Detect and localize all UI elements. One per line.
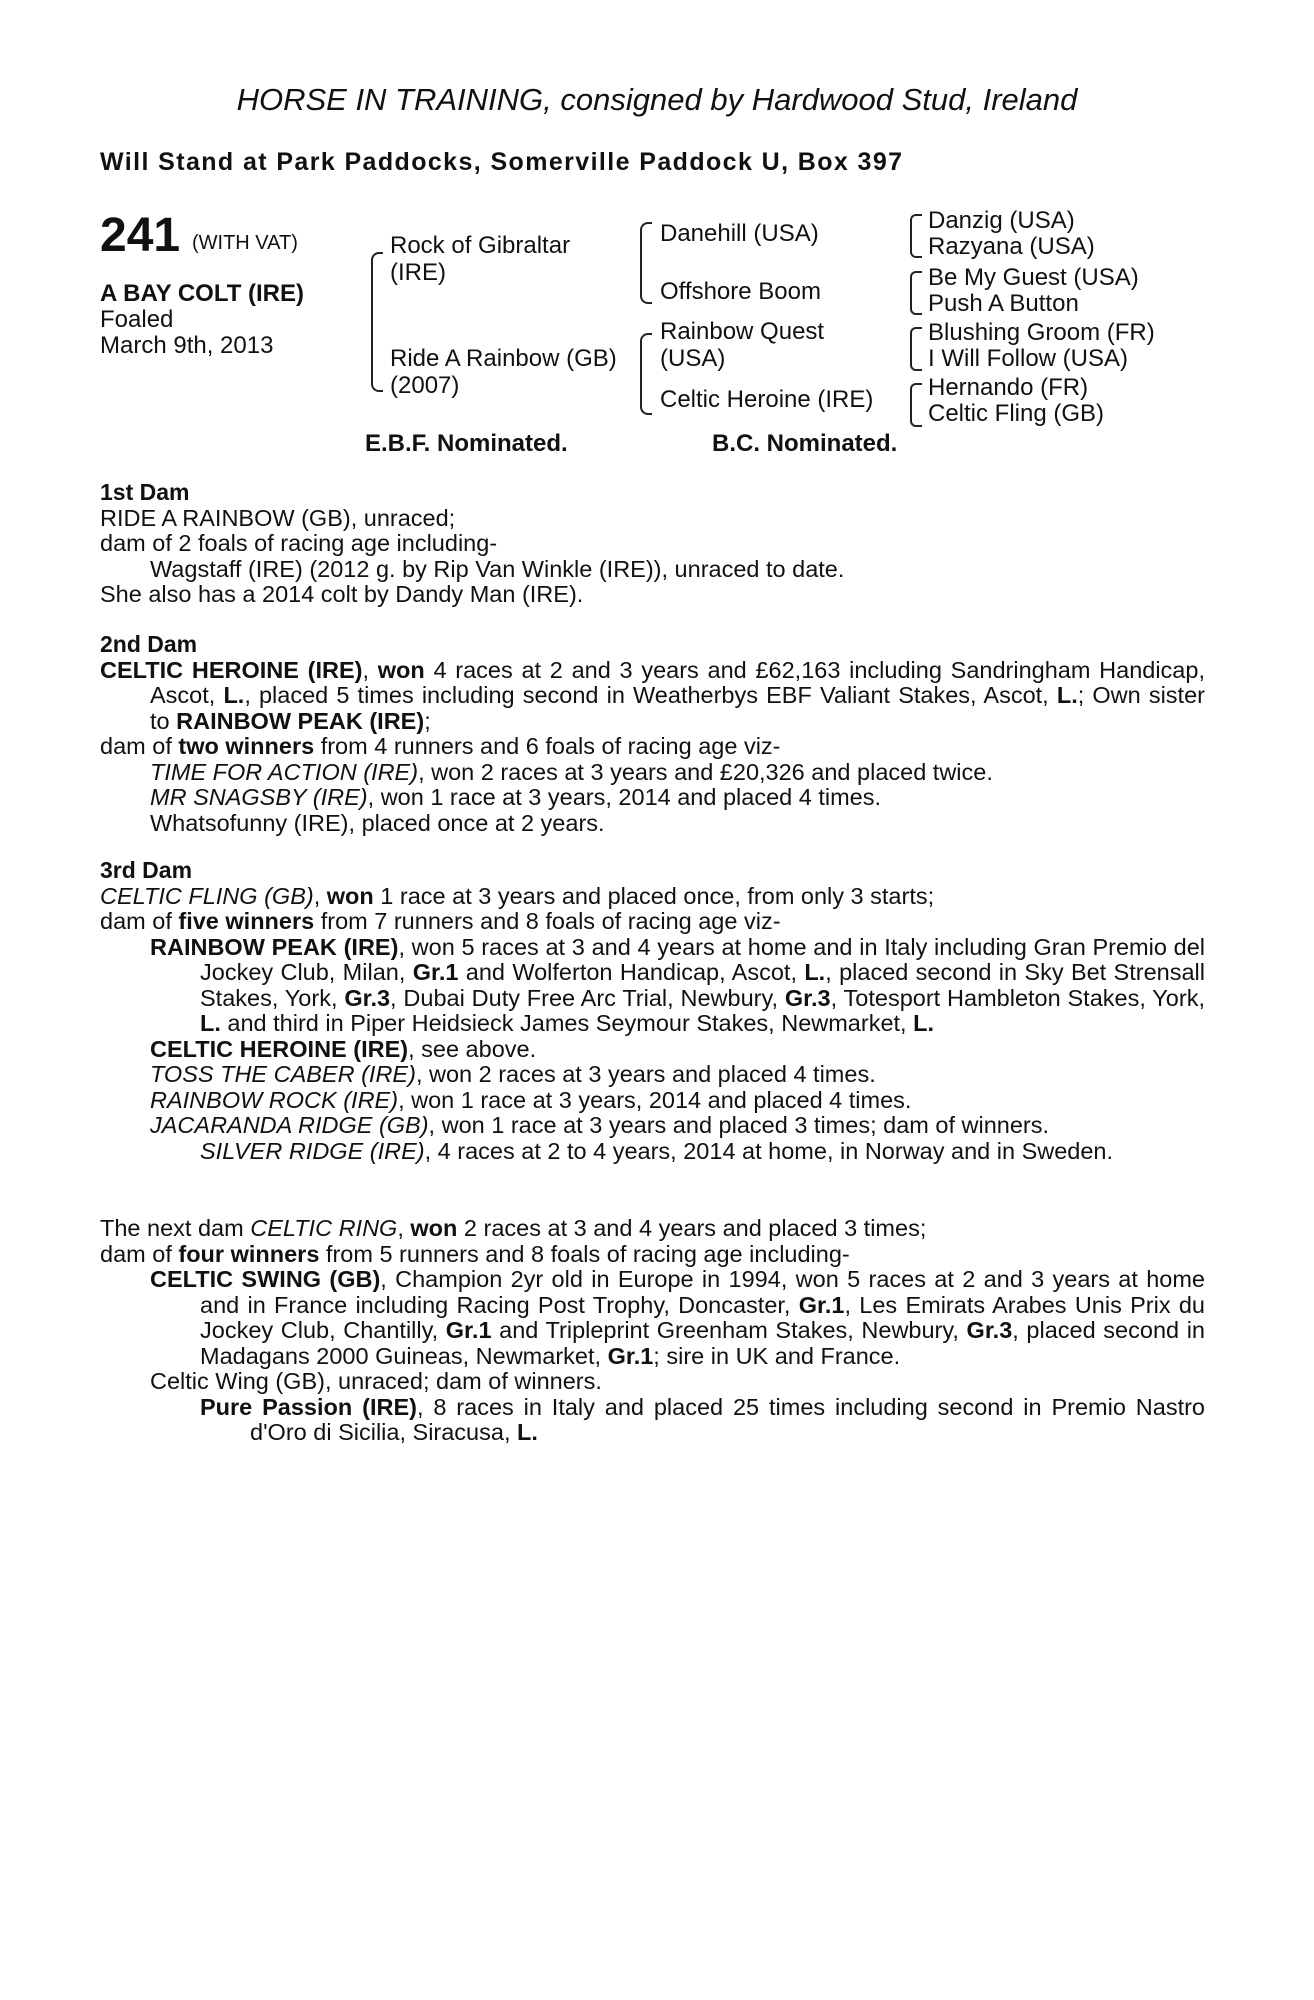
pedigree-brace: [910, 383, 922, 427]
second-dam-section: [100, 632, 1205, 836]
third-dam-offspring: RAINBOW ROCK (IRE), won 1 race at 3 years, 2014 and placed 4 times.: [150, 1086, 912, 1113]
first-dam-offspring: Wagstaff (IRE) (2012 g. by Rip Van Winkle (IRE)), unraced to date.: [150, 555, 845, 582]
pedigree-g3-2: Razyana (USA): [928, 233, 1095, 260]
pedigree-sire-dam: Offshore Boom: [660, 278, 821, 305]
catalogue-title: HORSE IN TRAINING, consigned by Hardwood Stud, Ireland: [236, 82, 1078, 117]
lot-number: 241: [100, 209, 181, 262]
second-dam-offspring: MR SNAGSBY (IRE), won 1 race at 3 years, 2014 and placed 4 times.: [150, 784, 882, 810]
pedigree-g3-8: Celtic Fling (GB): [928, 400, 1105, 427]
third-dam-offspring: JACARANDA RIDGE (GB), won 1 race at 3 years and placed 3 times; dam of winners.: [150, 1112, 1050, 1138]
second-dam-offspring: TIME FOR ACTION (IRE), won 2 races at 3 years and £20,326 and placed twice.: [150, 758, 993, 785]
ebf-nomination: E.B.F. Nominated.: [365, 430, 568, 457]
third-dam-section: [100, 858, 1205, 1164]
first-dam-line: She also has a 2014 colt by Dandy Man (IRE).: [100, 581, 584, 607]
next-dam-offspring: Celtic Wing (GB), unraced; dam of winners.: [150, 1368, 602, 1394]
pedigree-sire-sire: Danehill (USA): [660, 220, 819, 247]
pedigree-dam-dam: Celtic Heroine (IRE): [660, 386, 874, 413]
next-dam-produce: dam of four winners from 5 runners and 8 foals of racing age including-: [100, 1240, 850, 1267]
pedigree-g3-3: Be My Guest (USA): [928, 264, 1139, 291]
bc-nomination: B.C. Nominated.: [712, 430, 898, 457]
stand-location: Will Stand at Park Paddocks, Somerville Paddock U, Box 397: [100, 148, 904, 176]
pedigree-g3-7: Hernando (FR): [928, 374, 1089, 401]
pedigree-brace: [910, 214, 922, 258]
third-dam-grand-offspring: SILVER RIDGE (IRE), 4 races at 2 to 4 years, 2014 at home, in Norway and in Sweden.: [200, 1137, 1114, 1164]
first-dam-line: RIDE A RAINBOW (GB), unraced;: [100, 504, 456, 531]
pedigree-dam: Ride A Rainbow (GB) (2007): [390, 345, 617, 399]
pedigree-brace: [910, 271, 922, 315]
third-dam-produce: dam of five winners from 7 runners and 8 foals of racing age viz-: [100, 908, 781, 934]
first-dam-section: [100, 480, 1205, 608]
second-dam-offspring: Whatsofunny (IRE), placed once at 2 years.: [150, 809, 605, 836]
third-dam-offspring: TOSS THE CABER (IRE), won 2 races at 3 years and placed 4 times.: [150, 1061, 876, 1087]
third-dam-offspring: RAINBOW PEAK (IRE), won 5 races at 3 and 4 years at home and in Italy including Gran Premio del Jockey Club, Milan, Gr.1 and Wolferton Handicap, Ascot, L., placed second in Sky Bet Strensall Stakes, York, Gr.3, Dubai Duty Free Arc Trial, Newbury, Gr.3, Totesport Hambleton Stakes, York, L. and third in Piper Heidsieck James Seymour Stakes, Newmarket, L.: [150, 933, 1205, 1036]
second-dam-heading: 2nd Dam: [100, 631, 198, 657]
vat-note: (WITH VAT): [192, 232, 298, 254]
first-dam-line: dam of 2 foals of racing age including-: [100, 530, 498, 556]
next-dam-offspring: CELTIC SWING (GB), Champion 2yr old in Europe in 1994, won 5 races at 2 and 3 years at home and in France including Racing Post Trophy, Doncaster, Gr.1, Les Emirats Arabes Unis Prix du Jockey Club, Chantilly, Gr.1 and Tripleprint Greenham Stakes, Newbury, Gr.3, placed second in Madagans 2000 Guineas, Newmarket, Gr.1; sire in UK and France.: [150, 1266, 1205, 1369]
next-dam-grand-offspring: Pure Passion (IRE), 8 races in Italy and placed 25 times including second in Premio Nastro d'Oro di Sicilia, Siracusa, L.: [200, 1393, 1206, 1445]
foaled-label: Foaled: [100, 306, 174, 333]
horse-description: A BAY COLT (IRE): [100, 280, 305, 307]
next-dam-section: [100, 1216, 1205, 1446]
pedigree-g3-4: Push A Button: [928, 290, 1079, 317]
first-dam-heading: 1st Dam: [100, 479, 190, 505]
third-dam-offspring: CELTIC HEROINE (IRE), see above.: [150, 1035, 537, 1062]
pedigree-dam-sire: Rainbow Quest (USA): [660, 318, 825, 372]
third-dam-heading: 3rd Dam: [100, 857, 193, 883]
pedigree-brace: [371, 252, 383, 392]
pedigree-brace: [910, 327, 922, 371]
pedigree-g3-5: Blushing Groom (FR): [928, 319, 1155, 346]
pedigree-brace: [640, 333, 652, 415]
next-dam-record: The next dam CELTIC RING, won 2 races at 3 and 4 years and placed 3 times;: [100, 1215, 927, 1241]
pedigree-sire: Rock of Gibraltar (IRE): [390, 232, 571, 286]
second-dam-record: CELTIC HEROINE (IRE), won 4 races at 2 and 3 years and £62,163 including Sandringham Handicap, Ascot, L., placed 5 times including second in Weatherbys EBF Valiant Stakes, Ascot, L.; Own sister to RAINBOW PEAK (IRE);: [100, 656, 1205, 734]
pedigree-g3-1: Danzig (USA): [928, 207, 1075, 234]
third-dam-record: CELTIC FLING (GB), won 1 race at 3 years and placed once, from only 3 starts;: [100, 882, 935, 909]
second-dam-produce: dam of two winners from 4 runners and 6 foals of racing age viz-: [100, 733, 781, 759]
pedigree-brace: [640, 222, 652, 304]
pedigree-g3-6: I Will Follow (USA): [928, 345, 1129, 372]
foaled-date: March 9th, 2013: [100, 332, 274, 359]
